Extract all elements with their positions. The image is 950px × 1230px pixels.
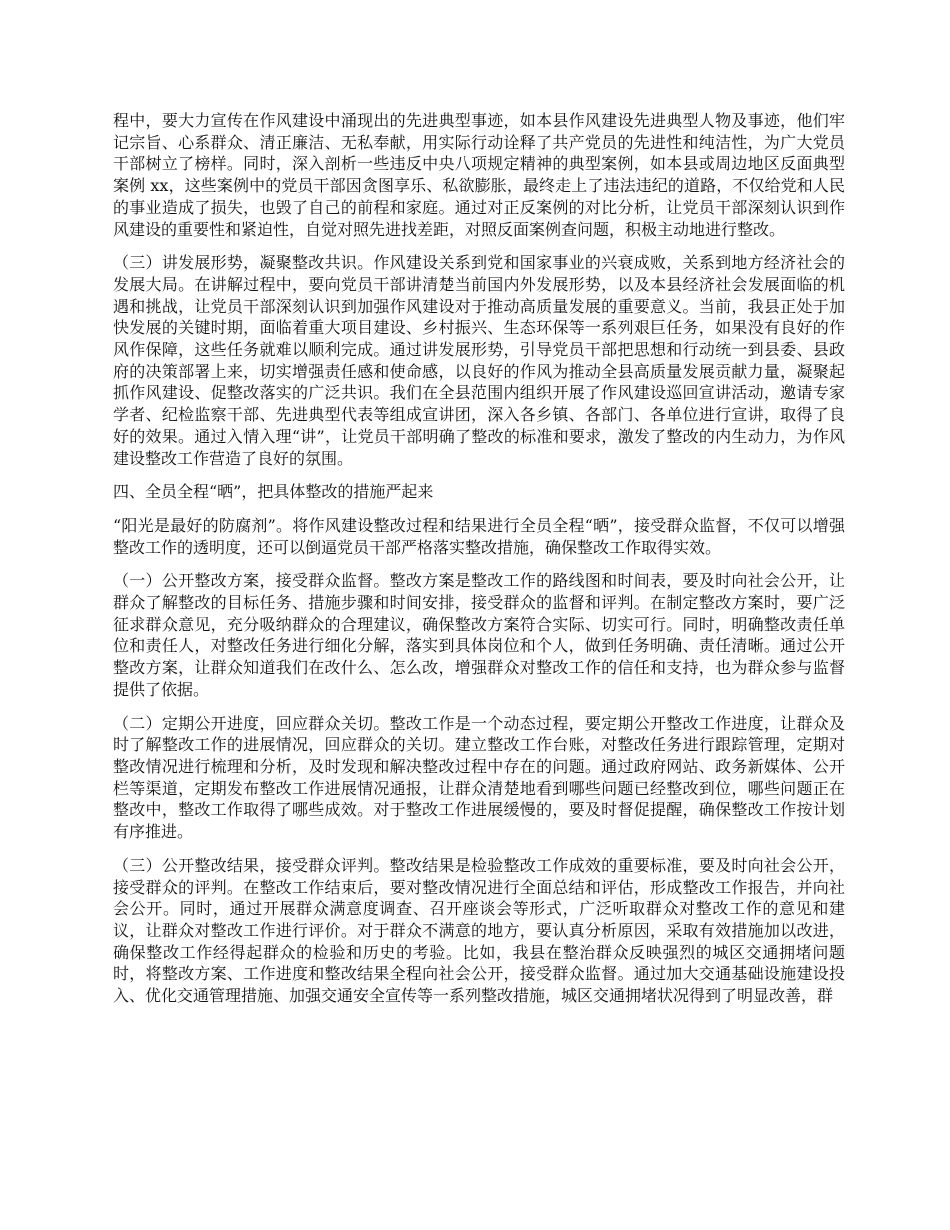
paragraph-public-plan: （一）公开整改方案，接受群众监督。整改方案是整改工作的路线图和时间表，要及时向社会公开，让群众了解整改的目标任务、措施步骤和时间安排，接受群众的监督和评判。在制定整改方案时，要广泛征求群众意见，充分吸纳群众的合理建议，确保整改方案符合实际、切实可行。同时，明确整改责任单位和责任人，对整改任务进行细化分解，落实到具体岗位和个人，做到任务明确、责任清晰。通过公开整改方案，让群众知道我们在改什么、怎么改，增强群众对整改工作的信任和支持，也为群众参与监督提供了依据。 xyxy=(113,571,845,699)
document-page xyxy=(113,110,845,1019)
paragraph-development-situation: （三）讲发展形势，凝聚整改共识。作风建设关系到党和国家事业的兴衰成败，关系到地方经济社会的发展大局。在讲解过程中，要向党员干部讲清楚当前国内外发展形势，以及本县经济社会发展面临的机遇和挑战，让党员干部深刻认识到加强作风建设对于推动高质量发展的重要意义。当前，我县正处于加快发展的关键时期，面临着重大项目建设、乡村振兴、生态环保等一系列艰巨任务，如果没有良好的作风作保障，这些任务就难以顺利完成。通过讲发展形势，引导党员干部把思想和行动统一到县委、县政府的决策部署上来，切实增强责任感和使命感，以良好的作风为推动全县高质量发展贡献力量，凝聚起抓作风建设、促整改落实的广泛共识。我们在全县范围内组织开展了作风建设巡回宣讲活动，邀请专家学者、纪检监察干部、先进典型代表等组成宣讲团，深入各乡镇、各部门、各单位进行宣讲，取得了良好的效果。通过入情入理“讲”，让党员干部明确了整改的标准和要求，激发了整改的内生动力，为作风建设整改工作营造了良好的氛围。 xyxy=(113,253,845,468)
paragraph-public-results: （三）公开整改结果，接受群众评判。整改结果是检验整改工作成效的重要标准，要及时向社会公开，接受群众的评判。在整改工作结束后，要对整改情况进行全面总结和评估，形成整改工作报告，并向社会公开。同时，通过开展群众满意度调查、召开座谈会等形式，广泛听取群众对整改工作的意见和建议，让群众对整改工作进行评价。对于群众不满意的地方，要认真分析原因，采取有效措施加以改进，确保整改工作经得起群众的检验和历史的考验。比如，我县在整治群众反映强烈的城区交通拥堵问题时，将整改方案、工作进度和整改结果全程向社会公开，接受群众监督。通过加大交通基础设施建设投入、优化交通管理措施、加强交通安全宣传等一系列整改措施，城区交通拥堵状况得到了明显改善，群 xyxy=(113,855,845,1006)
paragraph-sunshine-intro: “阳光是最好的防腐剂”。将作风建设整改过程和结果进行全员全程“晒”，接受群众监督，不仅可以增强整改工作的透明度，还可以倒逼党员干部严格落实整改措施，确保整改工作取得实效。 xyxy=(113,515,845,557)
paragraph-precedent-cases: 程中，要大力宣传在作风建设中涌现出的先进典型事迹，如本县作风建设先进典型人物及事迹，他们牢记宗旨、心系群众、清正廉洁、无私奉献，用实际行动诠释了共产党员的先进性和纯洁性，为广大党员干部树立了榜样。同时，深入剖析一些违反中央八项规定精神的典型案例，如本县或周边地区反面典型案例 xx，这些案例中的党员干部因贪图享乐、私欲膨胀，最终走上了违法违纪的道路，不仅给党和人民的事业造成了损失，也毁了自己的前程和家庭。通过对正反案例的对比分析，让党员干部深刻认识到作风建设的重要性和紧迫性，自觉对照先进找差距，对照反面案例查问题，积极主动地进行整改。 xyxy=(113,111,845,239)
section-heading: 四、全员全程“晒”，把具体整改的措施严起来 xyxy=(113,482,434,502)
paragraph-public-progress: （二）定期公开进度，回应群众关切。整改工作是一个动态过程，要定期公开整改工作进度，让群众及时了解整改工作的进展情况，回应群众的关切。建立整改工作台账，对整改任务进行跟踪管理，定期对整改情况进行梳理和分析，及时发现和解决整改过程中存在的问题。通过政府网站、政务新媒体、公开栏等渠道，定期发布整改工作进展情况通报，让群众清楚地看到哪些问题已经整改到位，哪些问题正在整改中，整改工作取得了哪些成效。对于整改工作进展缓慢的，要及时督促提醒，确保整改工作按计划有序推进。 xyxy=(113,713,845,842)
